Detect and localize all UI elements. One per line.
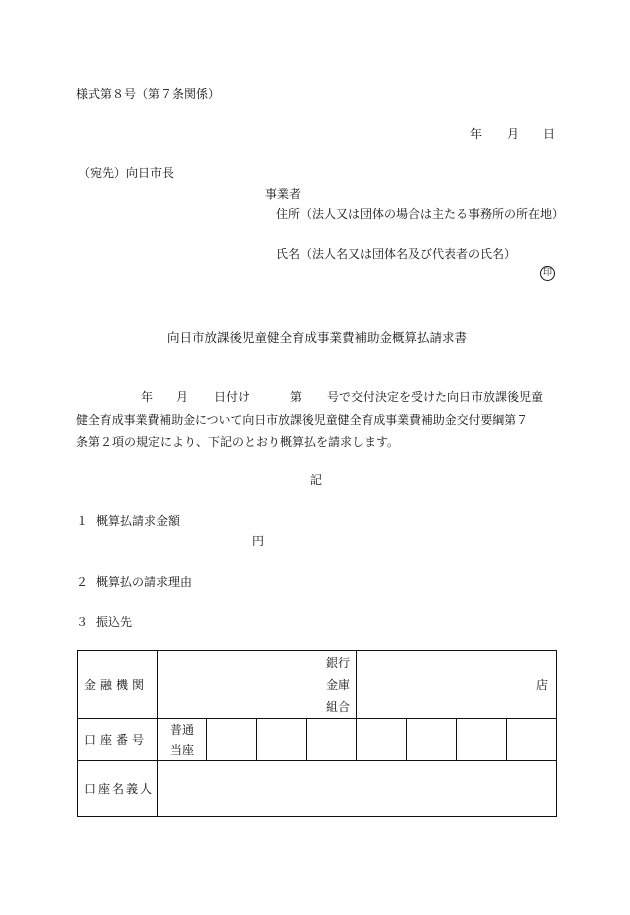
account-digit-cell[interactable] [307, 719, 357, 761]
date-month: 月 [507, 127, 520, 141]
institution-label: 金融機関 [78, 651, 158, 719]
account-digit-cell[interactable] [507, 719, 557, 761]
section1-number: １ [76, 514, 89, 528]
account-type-current: 当座 [169, 742, 194, 757]
institution-type-kumiai: 組合 [326, 699, 351, 714]
body-line2: 健全育成事業費補助金について向日市放課後児童健全育成事業費補助金交付要綱第７ [76, 413, 528, 427]
section2-label: 概算払の請求理由 [96, 575, 193, 589]
seal-mark: 印 [540, 266, 555, 281]
date-year: 年 [470, 127, 483, 141]
section1-unit: 円 [252, 534, 265, 548]
account-digit-cell[interactable] [407, 719, 457, 761]
account-type-cell[interactable] [158, 719, 207, 761]
account-holder-value[interactable] [158, 761, 557, 817]
form-number: 様式第８号（第７条関係） [76, 87, 221, 101]
branch-suffix: 店 [536, 678, 549, 692]
institution-row [78, 651, 557, 719]
document-title: 向日市放課後児童健全育成事業費補助金概算払請求書 [167, 330, 468, 345]
body-line1-rest: 号で交付決定を受けた向日市放課後児童 [327, 390, 544, 404]
account-number-row [78, 719, 557, 761]
account-holder-row [78, 761, 557, 817]
account-digit-cell[interactable] [207, 719, 257, 761]
account-number-label: 口座番号 [78, 719, 158, 761]
date-day: 日 [543, 127, 556, 141]
institution-name-cell[interactable] [158, 651, 357, 719]
account-digit-cell[interactable] [357, 719, 407, 761]
body-dated: 日付け [214, 390, 251, 404]
account-holder-label: 口座名義人 [78, 761, 158, 817]
section2-number: ２ [76, 575, 89, 589]
bank-transfer-table [77, 650, 557, 817]
applicant-heading: 事業者 [265, 187, 302, 201]
body-dai: 第 [290, 390, 303, 404]
ki-marker: 記 [310, 473, 323, 487]
section3-number: ３ [76, 615, 89, 629]
applicant-address-label: 住所（法人又は団体の場合は主たる事務所の所在地） [276, 207, 565, 221]
addressee: （宛先）向日市長 [78, 166, 175, 180]
account-digit-cell[interactable] [257, 719, 307, 761]
account-digit-cell[interactable] [457, 719, 507, 761]
branch-name-cell[interactable] [357, 651, 557, 719]
institution-type-shinkin: 金庫 [326, 677, 351, 692]
account-type-ordinary: 普通 [169, 722, 194, 737]
body-month: 月 [176, 390, 189, 404]
applicant-name-label: 氏名（法人名又は団体名及び代表者の氏名） [276, 247, 517, 261]
section3-label: 振込先 [96, 615, 133, 629]
body-year: 年 [141, 390, 154, 404]
section1-label: 概算払請求金額 [96, 514, 181, 528]
institution-type-bank: 銀行 [326, 655, 351, 670]
body-line3: 条第２項の規定により、下記のとおり概算払を請求します。 [76, 435, 400, 449]
